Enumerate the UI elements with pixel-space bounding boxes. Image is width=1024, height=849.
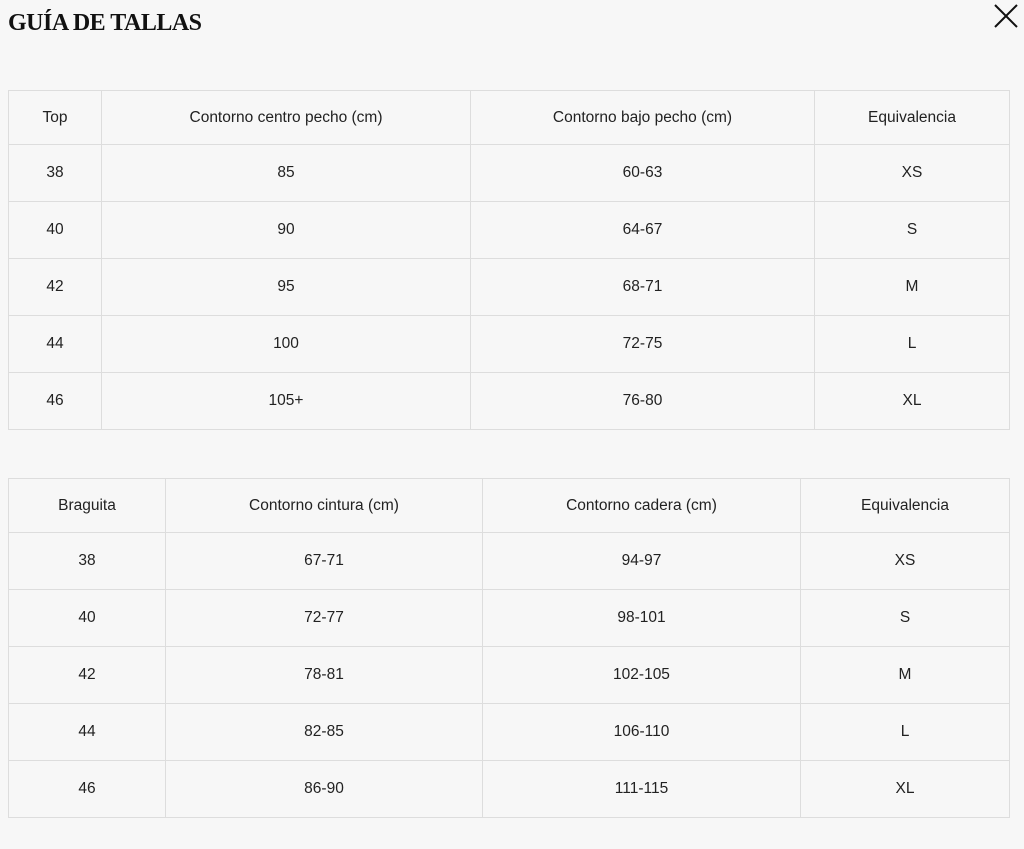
table-cell: L <box>815 316 1010 373</box>
table-cell: S <box>801 590 1010 647</box>
table-cell: 82-85 <box>166 704 483 761</box>
table-cell: 44 <box>9 316 102 373</box>
table-cell: 95 <box>102 259 471 316</box>
table-cell: 60-63 <box>471 145 815 202</box>
table-cell: 68-71 <box>471 259 815 316</box>
table-row <box>9 590 1010 647</box>
table-row <box>9 647 1010 704</box>
header-cell-size: Braguita <box>9 479 166 533</box>
table-cell: 64-67 <box>471 202 815 259</box>
table-cell: 85 <box>102 145 471 202</box>
table-cell: XS <box>801 533 1010 590</box>
table-cell: 38 <box>9 533 166 590</box>
close-icon <box>992 2 1020 30</box>
table-row <box>9 316 1010 373</box>
table-row <box>9 533 1010 590</box>
table-cell: S <box>815 202 1010 259</box>
table-cell: 102-105 <box>483 647 801 704</box>
table-row <box>9 704 1010 761</box>
table-cell: L <box>801 704 1010 761</box>
table-cell: 46 <box>9 373 102 430</box>
table-cell: XL <box>801 761 1010 818</box>
table-cell: 40 <box>9 202 102 259</box>
table-cell: 38 <box>9 145 102 202</box>
header-cell-equivalence: Equivalencia <box>815 91 1010 145</box>
table-cell: XL <box>815 373 1010 430</box>
header-cell-equivalence: Equivalencia <box>801 479 1010 533</box>
header-cell-size: Top <box>9 91 102 145</box>
table-cell: 78-81 <box>166 647 483 704</box>
table-cell: 90 <box>102 202 471 259</box>
table-cell: 106-110 <box>483 704 801 761</box>
table-cell: 72-77 <box>166 590 483 647</box>
table-cell: 100 <box>102 316 471 373</box>
header-cell-measure-1: Contorno cintura (cm) <box>166 479 483 533</box>
header-cell-measure-2: Contorno bajo pecho (cm) <box>471 91 815 145</box>
bottom-size-table <box>8 478 1010 818</box>
table-cell: 44 <box>9 704 166 761</box>
table-cell: 76-80 <box>471 373 815 430</box>
page-title: GUÍA DE TALLAS <box>8 10 202 36</box>
table-row <box>9 259 1010 316</box>
table-cell: M <box>815 259 1010 316</box>
table-cell: 46 <box>9 761 166 818</box>
table-cell: 42 <box>9 647 166 704</box>
table-cell: M <box>801 647 1010 704</box>
table-header-row <box>9 91 1010 145</box>
close-button[interactable] <box>992 2 1020 30</box>
header-cell-measure-1: Contorno centro pecho (cm) <box>102 91 471 145</box>
top-size-table <box>8 90 1010 430</box>
table-cell: 86-90 <box>166 761 483 818</box>
table-row <box>9 202 1010 259</box>
table-row <box>9 373 1010 430</box>
table-row <box>9 761 1010 818</box>
table-cell: XS <box>815 145 1010 202</box>
table-cell: 42 <box>9 259 102 316</box>
table-header-row <box>9 479 1010 533</box>
header-cell-measure-2: Contorno cadera (cm) <box>483 479 801 533</box>
table-cell: 105+ <box>102 373 471 430</box>
table-cell: 98-101 <box>483 590 801 647</box>
table-cell: 72-75 <box>471 316 815 373</box>
table-row <box>9 145 1010 202</box>
table-cell: 67-71 <box>166 533 483 590</box>
table-cell: 94-97 <box>483 533 801 590</box>
table-cell: 40 <box>9 590 166 647</box>
table-cell: 111-115 <box>483 761 801 818</box>
